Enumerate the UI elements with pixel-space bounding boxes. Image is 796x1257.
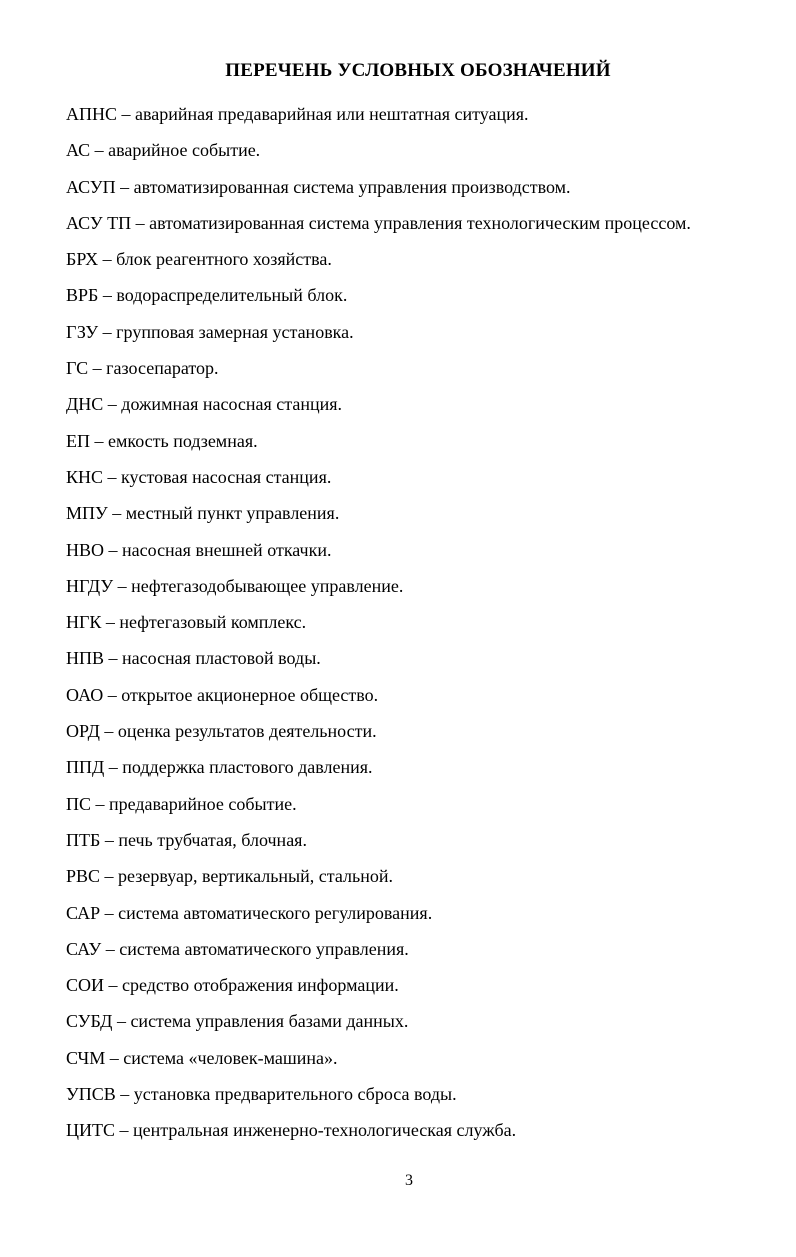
list-item: АСУ ТП – автоматизированная система управления технологическим процессом.: [66, 212, 691, 233]
list-item: БРХ – блок реагентного хозяйства.: [66, 249, 332, 270]
abbreviation-list: [66, 100, 786, 1153]
list-item: ЦИТС – центральная инженерно-технологическая служба.: [66, 1120, 517, 1141]
list-item: ПС – предаварийное событие.: [66, 793, 297, 814]
list-item: НГДУ – нефтегазодобывающее управление.: [66, 575, 404, 596]
list-item: ПТБ – печь трубчатая, блочная.: [66, 829, 307, 850]
list-item: НПВ – насосная пластовой воды.: [66, 648, 321, 669]
page-number: 3: [405, 1172, 413, 1189]
list-item: АСУП – автоматизированная система управления производством.: [66, 176, 571, 197]
list-item: АС – аварийное событие.: [66, 140, 261, 161]
list-item: ЕП – емкость подземная.: [66, 430, 258, 451]
list-item: ППД – поддержка пластового давления.: [66, 757, 373, 778]
list-item: ВРБ – водораспределительный блок.: [66, 285, 348, 306]
list-item: САУ – система автоматического управления.: [66, 938, 409, 959]
list-item: ДНС – дожимная насосная станция.: [66, 394, 343, 415]
list-item: РВС – резервуар, вертикальный, стальной.: [66, 866, 393, 887]
page-title: ПЕРЕЧЕНЬ УСЛОВНЫХ ОБОЗНАЧЕНИЙ: [225, 60, 611, 81]
list-item: ГЗУ – групповая замерная установка.: [66, 321, 354, 342]
list-item: СЧМ – система «человек-машина».: [66, 1047, 338, 1068]
list-item: АПНС – аварийная предаварийная или нештатная ситуация.: [66, 104, 529, 124]
list-item: УПСВ – установка предварительного сброса воды.: [66, 1084, 457, 1105]
list-item: ОАО – открытое акционерное общество.: [66, 684, 379, 705]
list-item: ОРД – оценка результатов деятельности.: [66, 721, 377, 742]
list-item: НВО – насосная внешней откачки.: [66, 539, 332, 560]
list-item: НГК – нефтегазовый комплекс.: [66, 612, 307, 633]
list-item: САР – система автоматического регулирования.: [66, 902, 433, 923]
list-item: ГС – газосепаратор.: [66, 358, 219, 379]
list-item: КНС – кустовая насосная станция.: [66, 466, 332, 487]
list-item: СОИ – средство отображения информации.: [66, 975, 399, 996]
list-item: МПУ – местный пункт управления.: [66, 503, 340, 524]
list-item: СУБД – система управления базами данных.: [66, 1011, 409, 1032]
